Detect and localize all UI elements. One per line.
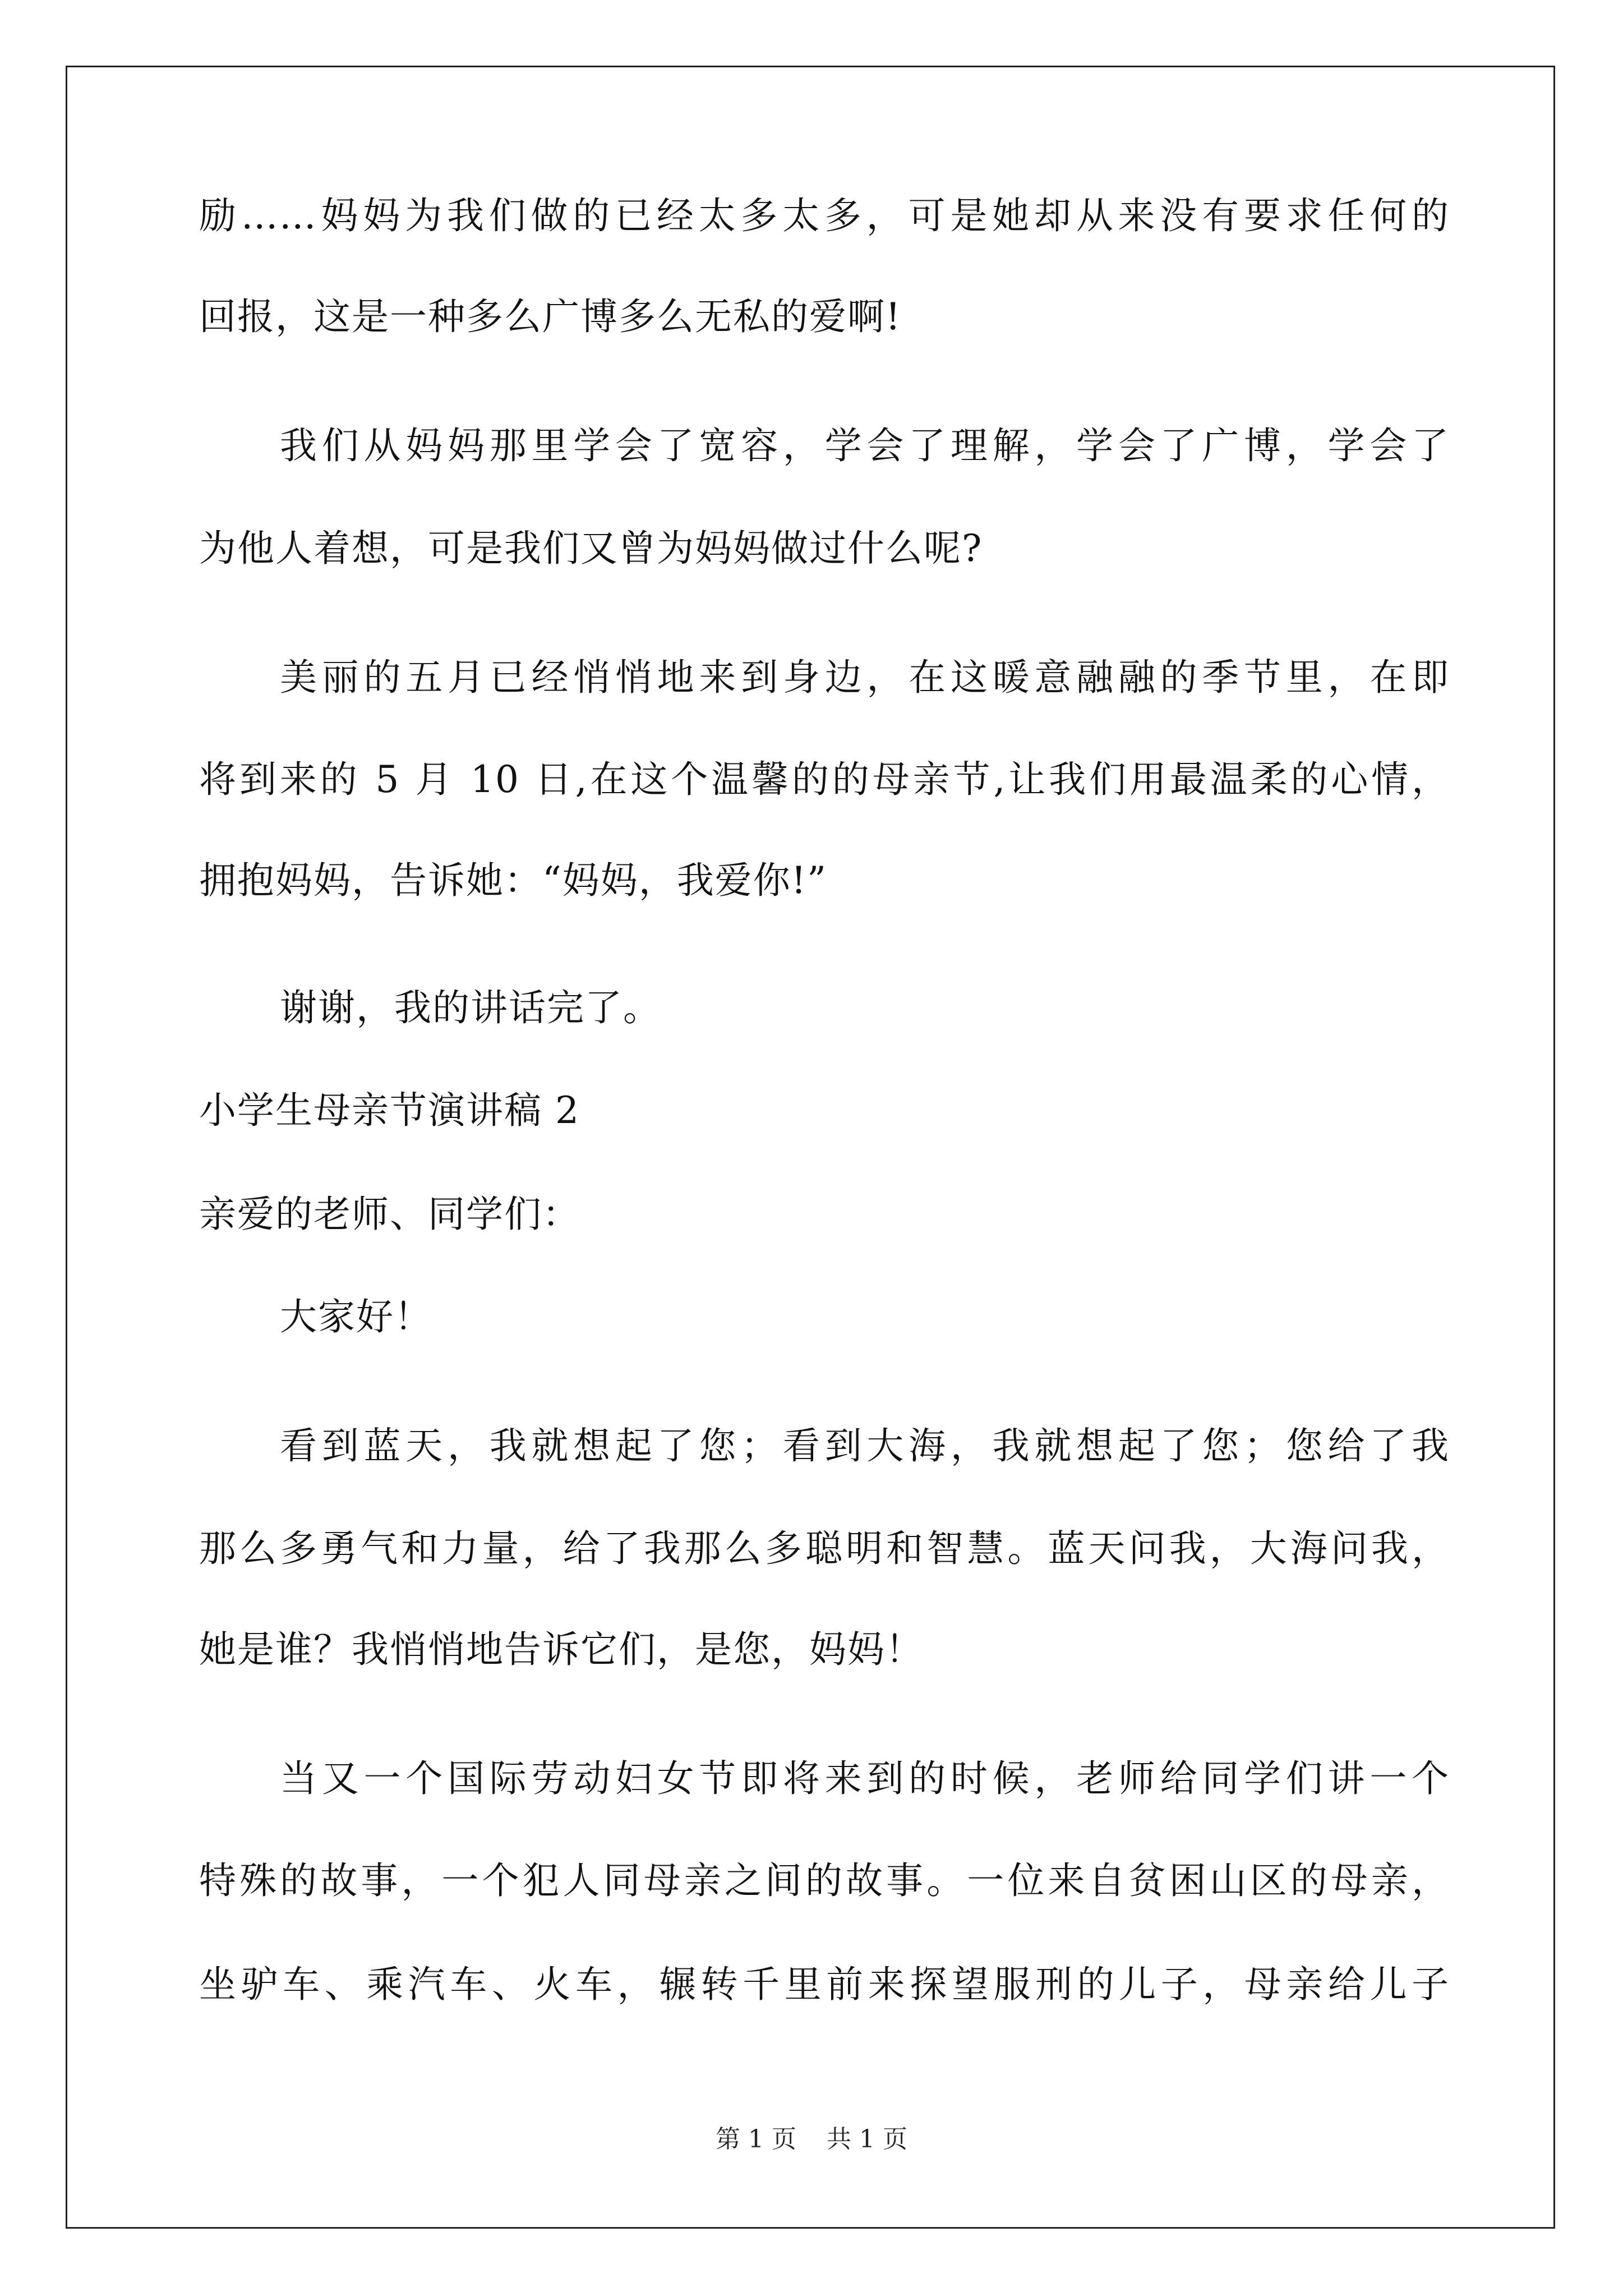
section-heading: 小学生母亲节演讲稿 2 (199, 1089, 580, 1132)
text-line: 我们从妈妈那里学会了宽容，学会了理解，学会了广博，学会了 (280, 424, 1450, 467)
page-total: 共 1 页 (827, 2125, 907, 2154)
text-line: 当又一个国际劳动妇女节即将来到的时候，老师给同学们讲一个 (280, 1757, 1450, 1800)
text-line: 为他人着想，可是我们又曾为妈妈做过什么呢? (199, 527, 983, 570)
text-line: 特殊的故事，一个犯人同母亲之间的故事。一位来自贫困山区的母亲， (199, 1859, 1450, 1902)
text-line: 看到蓝天，我就想起了您；看到大海，我就想起了您；您给了我 (280, 1424, 1450, 1467)
text-line: 那么多勇气和力量，给了我那么多聪明和智慧。蓝天问我，大海问我， (199, 1527, 1450, 1570)
text-line: 她是谁？我悄悄地告诉它们，是您，妈妈！ (199, 1628, 924, 1671)
salutation: 亲爱的老师、同学们： (199, 1193, 580, 1236)
text-line: 回报，这是一种多么广博多么无私的爱啊! (199, 295, 902, 338)
page-number: 第 1 页 (716, 2125, 796, 2154)
text-line: 谢谢，我的讲话完了。 (280, 986, 661, 1029)
text-line: 将到来的 5 月 10 日,在这个温馨的的母亲节,让我们用最温柔的心情， (199, 758, 1450, 801)
text-line: 美丽的五月已经悄悄地来到身边，在这暖意融融的季节里，在即 (280, 656, 1450, 699)
text-line: 拥抱妈妈，告诉她：“妈妈，我爱你!” (199, 859, 828, 902)
greeting: 大家好！ (280, 1295, 432, 1338)
text-line: 励……妈妈为我们做的已经太多太多，可是她却从来没有要求任何的 (199, 194, 1450, 237)
page-footer (0, 2123, 1623, 2156)
text-line: 坐驴车、乘汽车、火车，辗转千里前来探望服刑的儿子，母亲给儿子 (199, 1963, 1450, 2006)
